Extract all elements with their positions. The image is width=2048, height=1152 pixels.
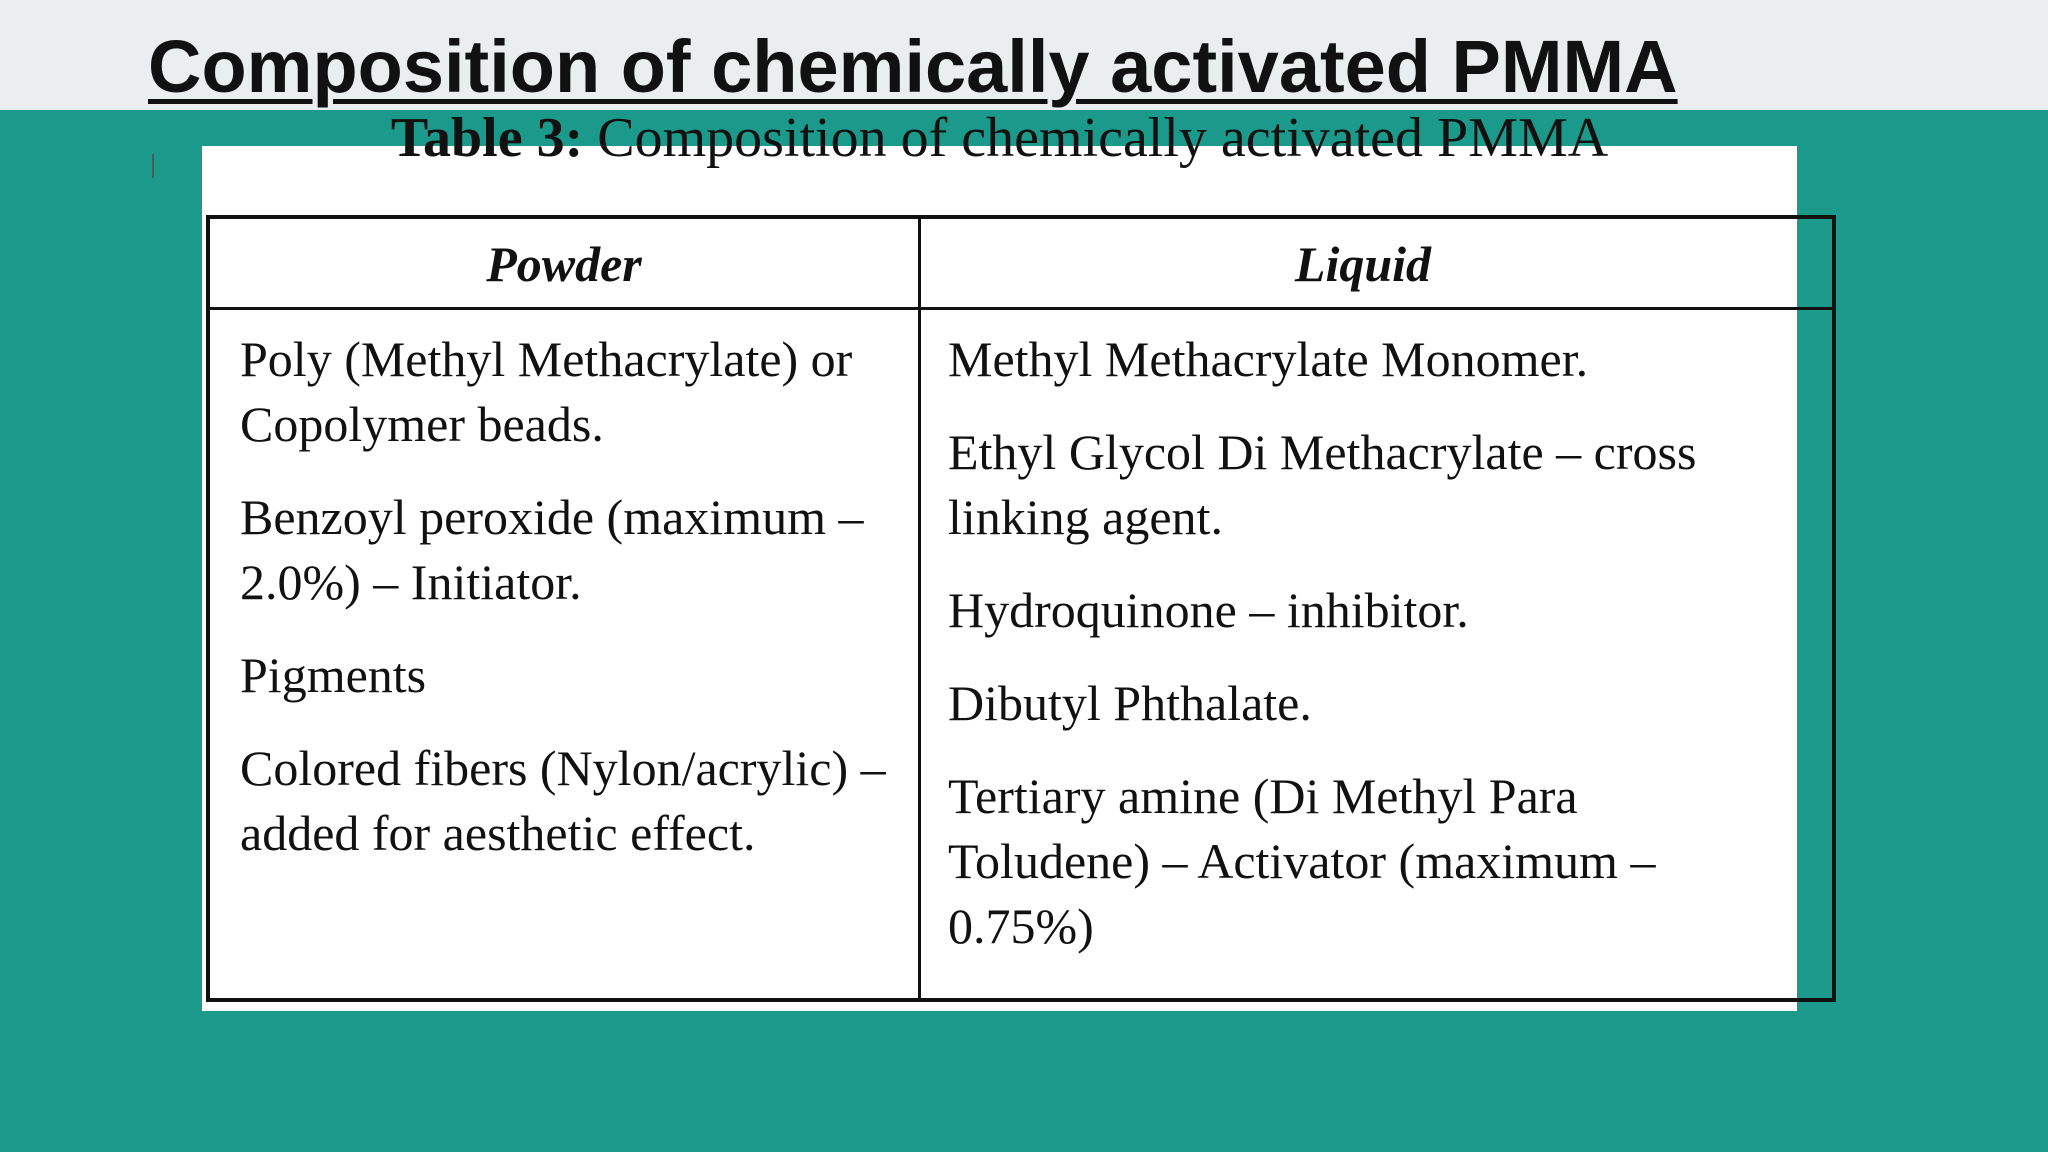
powder-item: Poly (Methyl Methacrylate) or Copolymer beads.: [240, 331, 853, 452]
table-image: [202, 107, 1797, 1011]
powder-item: Pigments: [240, 647, 427, 703]
slide-title: Composition of chemically activated PMMA: [148, 25, 1678, 108]
liquid-item: Ethyl Glycol Di Methacrylate – cross linking agent.: [948, 424, 1697, 545]
column-divider: [918, 219, 921, 998]
liquid-item: Hydroquinone – inhibitor.: [948, 582, 1469, 638]
liquid-item: Dibutyl Phthalate.: [948, 675, 1312, 731]
column-header-liquid: Liquid: [1294, 236, 1432, 292]
powder-item: Colored fibers (Nylon/acrylic) – added for aesthetic effect.: [240, 740, 886, 861]
powder-item: Benzoyl peroxide (maximum – 2.0%) – Initiator.: [240, 489, 864, 610]
table-caption-text: Composition of chemically activated PMMA: [583, 107, 1609, 169]
liquid-cell: [948, 310, 1788, 987]
composition-table: [206, 215, 1836, 1002]
column-header-powder: Powder: [486, 236, 642, 292]
table-caption: [202, 108, 1797, 168]
text-cursor: [152, 154, 154, 178]
table-caption-label: Table 3:: [390, 107, 584, 169]
powder-cell: [240, 310, 910, 894]
liquid-item: Methyl Methacrylate Monomer.: [948, 331, 1589, 387]
liquid-item: Tertiary amine (Di Methyl Para Toludene) – Activator (maximum – 0.75%): [948, 768, 1656, 954]
